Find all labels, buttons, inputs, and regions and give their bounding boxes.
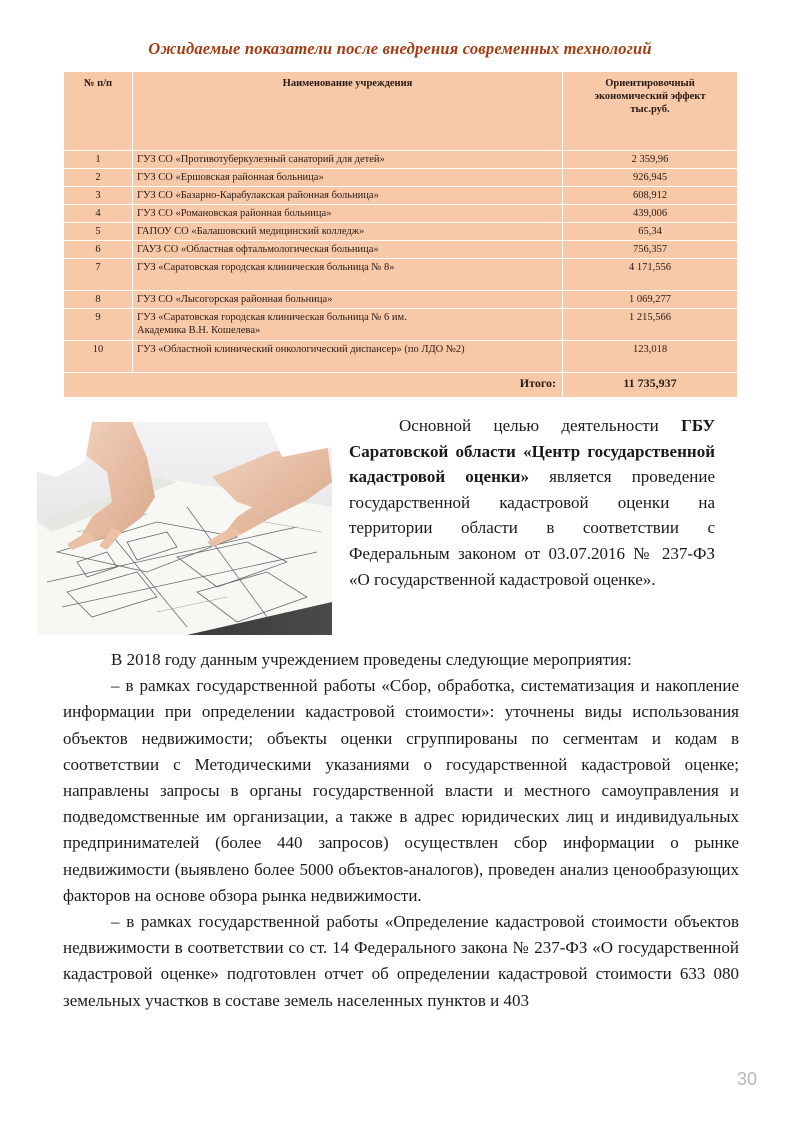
row-number: 8 [64,291,133,309]
table-row [64,309,738,341]
row-institution: ГУЗ СО «Ершовская районная больница» [133,169,563,187]
blueprint-hands-photo [37,422,332,635]
row-number: 9 [64,309,133,341]
row-institution: ГАПОУ СО «Балашовский медицинский колледж» [133,223,563,241]
row-value: 756,357 [563,241,738,259]
row-institution: ГУЗ СО «Лысогорская районная больница» [133,291,563,309]
row-value: 123,018 [563,341,738,373]
row-number: 7 [64,259,133,291]
row-institution: ГУЗ «Саратовская городская клиническая больница № 6 им. Академика В.Н. Кошелева» [133,309,563,341]
table-row [64,151,738,169]
row-institution: ГУЗ «Саратовская городская клиническая больница № 8» [133,259,563,291]
intro-lead: Основной целью деятельности [399,416,659,435]
header-effect: Ориентировочный экономический эффект тыс.руб. [563,72,738,151]
table-row [64,169,738,187]
total-value: 11 735,937 [563,373,738,398]
intro-rest: является проведение государственной кадастровой оценки на территории области в соответствии с Федеральным законом от 03.07.2016 № 237-ФЗ «О государственной кадастровой оценке». [349,467,715,589]
header-institution: Наименование учреждения [133,72,563,151]
table-row [64,259,738,291]
row-institution: ГУЗ «Областной клинический онкологический диспансер» (по ЛДО №2) [133,341,563,373]
row-value: 2 359,96 [563,151,738,169]
paragraph: В 2018 году данным учреждением проведены следующие мероприятия: [111,650,632,669]
table-total-row [64,373,738,398]
organization-name: ГБУ Саратовской области «Центр государственной кадастровой оценки» [349,416,715,487]
row-value: 65,34 [563,223,738,241]
row-number: 3 [64,187,133,205]
table-row [64,291,738,309]
table-row [64,205,738,223]
intro-paragraph [349,413,715,592]
row-number: 1 [64,151,133,169]
row-value: 1 069,277 [563,291,738,309]
row-value: 926,945 [563,169,738,187]
row-value: 1 215,566 [563,309,738,341]
indicators-table [63,71,738,398]
row-number: 5 [64,223,133,241]
row-institution: ГАУЗ СО «Областная офтальмологическая больница» [133,241,563,259]
page-title: Ожидаемые показатели после внедрения современных технологий [148,39,652,58]
row-institution: ГУЗ СО «Романовская районная больница» [133,205,563,223]
header-number: № п/п [64,72,133,151]
row-value: 4 171,556 [563,259,738,291]
table-header-row [64,72,738,151]
paragraph: – в рамках государственной работы «Определение кадастровой стоимости объектов недвижимости в соответствии со ст. 14 Федерального закона № 237-ФЗ «О государственной кадастровой оценке» подготовлен отчет об определении кадастровой стоимости 633 080 земельных участков в составе земель населенных пунктов и 403 [63,912,739,1010]
blueprint-photo-illustration [37,422,332,635]
row-number: 2 [64,169,133,187]
table-row [64,341,738,373]
row-value: 439,006 [563,205,738,223]
row-institution: ГУЗ СО «Базарно-Карабулакская районная больница» [133,187,563,205]
page-number: 30 [737,1069,758,1089]
row-number: 4 [64,205,133,223]
row-number: 10 [64,341,133,373]
row-institution: ГУЗ СО «Противотуберкулезный санаторий для детей» [133,151,563,169]
table-row [64,187,738,205]
total-label: Итого: [64,373,563,398]
row-value: 608,912 [563,187,738,205]
table-row [64,223,738,241]
paragraph: – в рамках государственной работы «Сбор, обработка, систематизация и накопление информации при определении кадастровой стоимости»: уточнены виды использования объектов недвижимости; объекты оценки сгруппированы по сегментам и кодам в соответствии с Методическими указаниями о государственной кадастровой оценке; направлены запросы в органы государственной власти и местного самоуправления и подведомственные им организации, а также в адрес юридических лиц и индивидуальных предпринимателей (более 440 запросов) осуществлен сбор информации о рынке недвижимости (выявлено более 5000 объектов-аналогов), проведен анализ ценообразующих факторов на основе обзора рынка недвижимости. [63,676,739,905]
table-row [64,241,738,259]
row-number: 6 [64,241,133,259]
main-text [63,647,739,1014]
